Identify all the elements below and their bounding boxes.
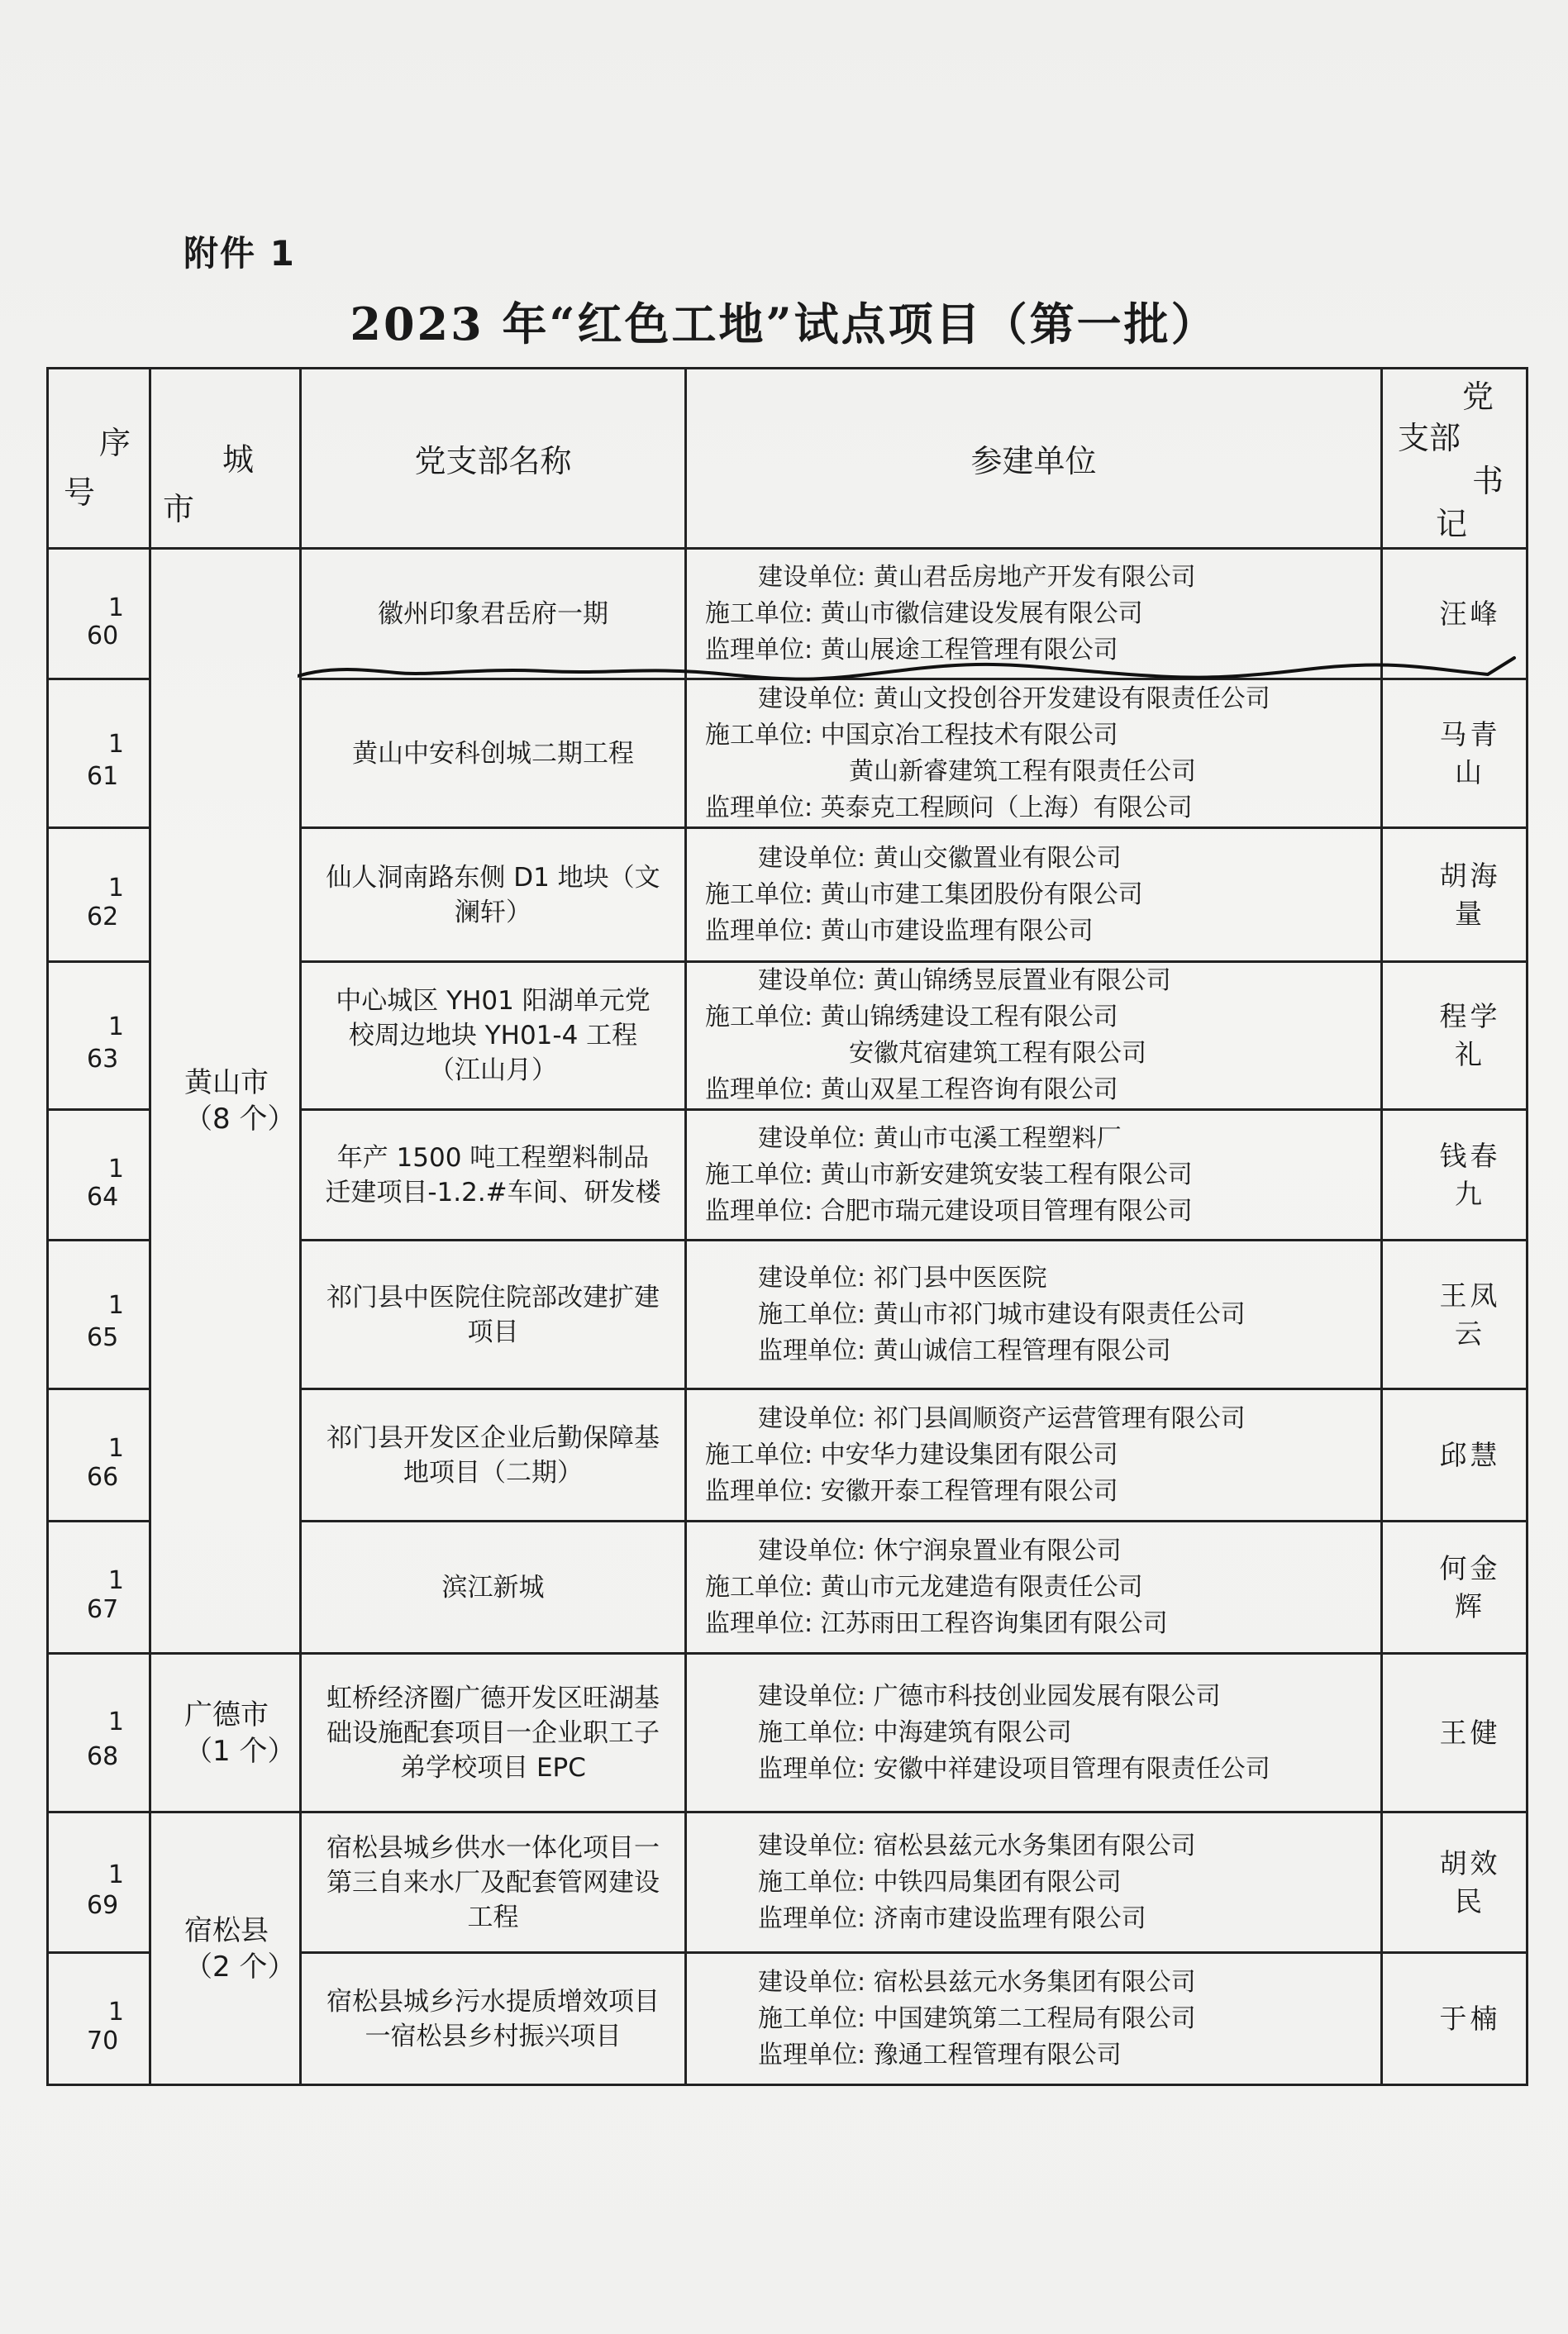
construct-unit-value: 黄山锦绣建设工程有限公司	[820, 1003, 1118, 1031]
header-sec-part-4: 记	[1436, 506, 1468, 542]
row-branch-name: 滨江新城	[301, 1522, 686, 1654]
row-seq	[48, 679, 150, 828]
build-unit	[705, 560, 1380, 596]
row-seq-top: 1	[107, 1566, 124, 1596]
row-units	[686, 1110, 1382, 1241]
build-unit	[705, 963, 1380, 999]
row-branch-name: 中心城区 YH01 阳湖单元党校周边地块 YH01-4 工程（江山月）	[301, 962, 686, 1110]
construct-unit-label: 施工单位:	[705, 1003, 813, 1031]
build-unit-value: 黄山锦绣昱辰置业有限公司	[873, 966, 1171, 995]
row-secretary: 于楠	[1382, 1953, 1527, 2085]
supervise-unit-value: 济南市建设监理有限公司	[873, 1903, 1146, 1933]
supervise-unit	[705, 913, 1380, 950]
row-seq	[48, 828, 150, 962]
supervise-unit-label: 监理单位:	[705, 1196, 813, 1226]
construct-unit	[705, 717, 1380, 754]
build-unit-label: 建设单位:	[758, 1403, 866, 1433]
build-unit-value: 黄山文投创谷开发建设有限责任公司	[873, 684, 1270, 713]
construct-unit-label: 施工单位:	[758, 1867, 866, 1897]
construct-unit-value: 黄山市徽信建设发展有限公司	[820, 598, 1143, 628]
construct-unit-label: 施工单位:	[705, 1572, 813, 1602]
handwritten-squiggle-mark	[298, 651, 1521, 693]
header-branch: 党支部名称	[301, 369, 686, 549]
build-unit-label: 建设单位:	[758, 1967, 866, 1997]
row-seq	[48, 1110, 150, 1241]
row-branch-name: 年产 1500 吨工程塑料制品迁建项目-1.2.#车间、研发楼	[301, 1110, 686, 1241]
construct-unit-extra	[705, 754, 1380, 790]
build-unit	[705, 1679, 1380, 1715]
supervise-unit-label: 监理单位:	[705, 1476, 813, 1506]
row-seq-top: 1	[107, 1154, 124, 1184]
construct-unit	[705, 999, 1380, 1036]
supervise-unit-value: 黄山展途工程管理有限公司	[820, 635, 1118, 664]
build-unit-label: 建设单位:	[758, 1263, 866, 1293]
header-seq-char-2: 号	[64, 474, 96, 511]
row-city: 黄山市（8 个）	[150, 549, 301, 1654]
row-seq	[48, 1953, 150, 2085]
row-seq-bottom: 66	[87, 1462, 119, 1492]
projects-table	[46, 367, 1528, 2086]
row-branch-name: 宿松县城乡供水一体化项目一第三自来水厂及配套管网建设工程	[301, 1812, 686, 1953]
row-units	[686, 962, 1382, 1110]
supervise-unit	[705, 1474, 1380, 1510]
header-secretary	[1382, 369, 1527, 549]
construct-unit-label: 施工单位:	[705, 598, 813, 628]
row-seq	[48, 1522, 150, 1654]
table-row	[48, 1654, 1527, 1812]
build-unit-value: 黄山交徽置业有限公司	[873, 843, 1122, 873]
supervise-unit	[705, 2037, 1380, 2074]
build-unit-label: 建设单位:	[758, 1681, 866, 1711]
row-seq-bottom: 65	[87, 1323, 119, 1353]
build-unit-value: 宿松县兹元水务集团有限公司	[873, 1967, 1196, 1997]
build-unit	[705, 841, 1380, 877]
row-seq	[48, 549, 150, 679]
row-secretary: 胡海量	[1382, 828, 1527, 962]
row-secretary: 汪峰	[1382, 549, 1527, 679]
row-seq	[48, 1389, 150, 1522]
build-unit-label: 建设单位:	[758, 843, 866, 873]
build-unit	[705, 1533, 1380, 1569]
construct-unit	[705, 1157, 1380, 1193]
row-seq-top: 1	[107, 1434, 124, 1464]
supervise-unit-value: 黄山市建设监理有限公司	[820, 916, 1094, 946]
row-seq-bottom: 63	[87, 1044, 119, 1074]
row-branch-name: 祁门县中医院住院部改建扩建项目	[301, 1241, 686, 1389]
construct-unit	[705, 1437, 1380, 1474]
build-unit-value: 休宁润泉置业有限公司	[873, 1536, 1122, 1565]
construct-unit	[705, 596, 1380, 632]
row-seq-top: 1	[107, 874, 124, 903]
build-unit-value: 祁门县阊顺资产运营管理有限公司	[873, 1403, 1246, 1433]
construct-unit-value: 中海建筑有限公司	[873, 1717, 1072, 1747]
supervise-unit-value: 江苏雨田工程咨询集团有限公司	[820, 1608, 1168, 1638]
row-secretary: 王健	[1382, 1654, 1527, 1812]
build-unit	[705, 1828, 1380, 1865]
supervise-unit-value: 安徽开泰工程管理有限公司	[820, 1476, 1118, 1506]
row-units	[686, 1654, 1382, 1812]
row-seq-bottom: 60	[87, 621, 119, 650]
construct-unit-value: 中铁四局集团有限公司	[873, 1867, 1122, 1897]
row-seq-top: 1	[107, 1291, 124, 1321]
build-unit-value: 黄山市屯溪工程塑料厂	[873, 1123, 1122, 1153]
header-city-char-2: 市	[163, 491, 195, 527]
row-secretary: 钱春九	[1382, 1110, 1527, 1241]
header-city	[150, 369, 301, 549]
build-unit-label: 建设单位:	[758, 966, 866, 995]
supervise-unit-label: 监理单位:	[758, 1754, 866, 1784]
supervise-unit-value: 豫通工程管理有限公司	[873, 2040, 1122, 2070]
supervise-unit-value: 安徽中祥建设项目管理有限责任公司	[873, 1754, 1270, 1784]
row-secretary: 邱慧	[1382, 1389, 1527, 1522]
row-branch-name: 黄山中安科创城二期工程	[301, 679, 686, 828]
row-secretary: 胡效民	[1382, 1812, 1527, 1953]
supervise-unit-label: 监理单位:	[705, 793, 813, 822]
header-sec-part-3: 书	[1472, 463, 1504, 499]
construct-unit-value: 中国京冶工程技术有限公司	[820, 720, 1118, 750]
row-units	[686, 1953, 1382, 2085]
supervise-unit-value: 合肥市瑞元建设项目管理有限公司	[820, 1196, 1193, 1226]
row-seq-bottom: 70	[87, 2026, 119, 2055]
construct-unit-extra-value: 黄山新睿建筑工程有限责任公司	[849, 756, 1196, 786]
construct-unit-extra	[705, 1036, 1380, 1072]
row-seq	[48, 1241, 150, 1389]
supervise-unit-value: 黄山诚信工程管理有限公司	[873, 1336, 1171, 1365]
row-secretary: 马青山	[1382, 679, 1527, 828]
construct-unit-value: 黄山市祁门城市建设有限责任公司	[873, 1299, 1246, 1329]
row-seq-bottom: 67	[87, 1594, 119, 1624]
construct-unit-label: 施工单位:	[705, 879, 813, 909]
row-units	[686, 679, 1382, 828]
row-branch-name: 徽州印象君岳府一期	[301, 549, 686, 679]
row-branch-name: 祁门县开发区企业后勤保障基地项目（二期）	[301, 1389, 686, 1522]
row-seq-top: 1	[107, 1860, 124, 1889]
supervise-unit-label: 监理单位:	[705, 635, 813, 664]
build-unit-value: 宿松县兹元水务集团有限公司	[873, 1831, 1196, 1860]
construct-unit-label: 施工单位:	[705, 1160, 813, 1189]
annex-label: 附件 1	[183, 233, 296, 274]
construct-unit	[705, 1865, 1380, 1901]
supervise-unit-label: 监理单位:	[705, 1075, 813, 1104]
construct-unit-label: 施工单位:	[758, 1299, 866, 1329]
build-unit-value: 祁门县中医医院	[873, 1263, 1047, 1293]
build-unit-label: 建设单位:	[758, 684, 866, 713]
document-title: 2023 年“红色工地”试点项目（第一批）	[350, 298, 1218, 350]
build-unit	[705, 1260, 1380, 1297]
supervise-unit	[705, 1333, 1380, 1369]
construct-unit	[705, 1569, 1380, 1606]
construct-unit-label: 施工单位:	[705, 1440, 813, 1469]
row-secretary: 何金辉	[1382, 1522, 1527, 1654]
supervise-unit	[705, 1751, 1380, 1788]
supervise-unit-label: 监理单位:	[758, 1903, 866, 1933]
construct-unit-value: 黄山市建工集团股份有限公司	[820, 879, 1143, 909]
header-sec-part-1: 党	[1462, 379, 1494, 415]
build-unit-label: 建设单位:	[758, 1831, 866, 1860]
build-unit	[705, 1121, 1380, 1157]
row-seq-top: 1	[107, 1012, 124, 1041]
row-units	[686, 1522, 1382, 1654]
construct-unit-extra-value: 安徽芃宿建筑工程有限公司	[849, 1039, 1146, 1068]
row-seq-bottom: 62	[87, 903, 119, 932]
row-units	[686, 1812, 1382, 1953]
construct-unit-value: 黄山市新安建筑安装工程有限公司	[820, 1160, 1193, 1189]
row-seq-bottom: 64	[87, 1182, 119, 1212]
header-seq-char-1: 序	[98, 425, 131, 461]
table-row	[48, 1812, 1527, 1953]
row-units	[686, 828, 1382, 962]
row-seq	[48, 1654, 150, 1812]
row-branch-name: 宿松县城乡污水提质增效项目一宿松县乡村振兴项目	[301, 1953, 686, 2085]
construct-unit	[705, 877, 1380, 913]
supervise-unit	[705, 1606, 1380, 1642]
supervise-unit	[705, 1193, 1380, 1230]
construct-unit-value: 黄山市元龙建造有限责任公司	[820, 1572, 1143, 1602]
row-branch-name: 仙人洞南路东侧 D1 地块（文澜轩）	[301, 828, 686, 962]
construct-unit	[705, 2001, 1380, 2037]
construct-unit-label: 施工单位:	[705, 720, 813, 750]
supervise-unit-label: 监理单位:	[758, 1336, 866, 1365]
build-unit-label: 建设单位:	[758, 1536, 866, 1565]
row-units	[686, 1389, 1382, 1522]
build-unit-label: 建设单位:	[758, 1123, 866, 1153]
row-seq	[48, 962, 150, 1110]
row-seq	[48, 1812, 150, 1953]
row-branch-name: 虹桥经济圈广德开发区旺湖基础设施配套项目一企业职工子弟学校项目 EPC	[301, 1654, 686, 1812]
row-units	[686, 1241, 1382, 1389]
build-unit	[705, 1965, 1380, 2001]
construct-unit-value: 中国建筑第二工程局有限公司	[873, 2003, 1196, 2033]
supervise-unit-label: 监理单位:	[758, 2040, 866, 2070]
build-unit-value: 广德市科技创业园发展有限公司	[873, 1681, 1221, 1711]
supervise-unit-label: 监理单位:	[705, 1608, 813, 1638]
supervise-unit	[705, 1901, 1380, 1937]
row-seq-bottom: 69	[87, 1890, 119, 1920]
construct-unit-label: 施工单位:	[758, 1717, 866, 1747]
construct-unit	[705, 1297, 1380, 1333]
row-city: 宿松县（2 个）	[150, 1812, 301, 2085]
supervise-unit-value: 黄山双星工程咨询有限公司	[820, 1075, 1118, 1104]
row-city: 广德市（1 个）	[150, 1654, 301, 1812]
header-seq	[48, 369, 150, 549]
row-seq-top: 1	[107, 730, 124, 760]
supervise-unit-value: 英泰克工程顾问（上海）有限公司	[820, 793, 1193, 822]
row-secretary: 程学礼	[1382, 962, 1527, 1110]
construct-unit-label: 施工单位:	[758, 2003, 866, 2033]
row-seq-top: 1	[107, 1708, 124, 1737]
supervise-unit	[705, 790, 1380, 826]
construct-unit-value: 中安华力建设集团有限公司	[820, 1440, 1118, 1469]
header-units: 参建单位	[686, 369, 1382, 549]
row-seq-bottom: 68	[87, 1741, 119, 1771]
supervise-unit	[705, 1072, 1380, 1108]
build-unit	[705, 1401, 1380, 1437]
header-sec-part-2: 支部	[1398, 420, 1461, 456]
row-seq-bottom: 61	[87, 762, 119, 792]
header-city-char-1: 城	[222, 441, 255, 478]
row-seq-top: 1	[107, 1998, 124, 2027]
header-row	[48, 369, 1527, 549]
build-unit-label: 建设单位:	[758, 562, 866, 592]
supervise-unit-label: 监理单位:	[705, 916, 813, 946]
build-unit-value: 黄山君岳房地产开发有限公司	[873, 562, 1196, 592]
construct-unit	[705, 1715, 1380, 1751]
row-seq-top: 1	[107, 593, 124, 622]
row-secretary: 王凤云	[1382, 1241, 1527, 1389]
